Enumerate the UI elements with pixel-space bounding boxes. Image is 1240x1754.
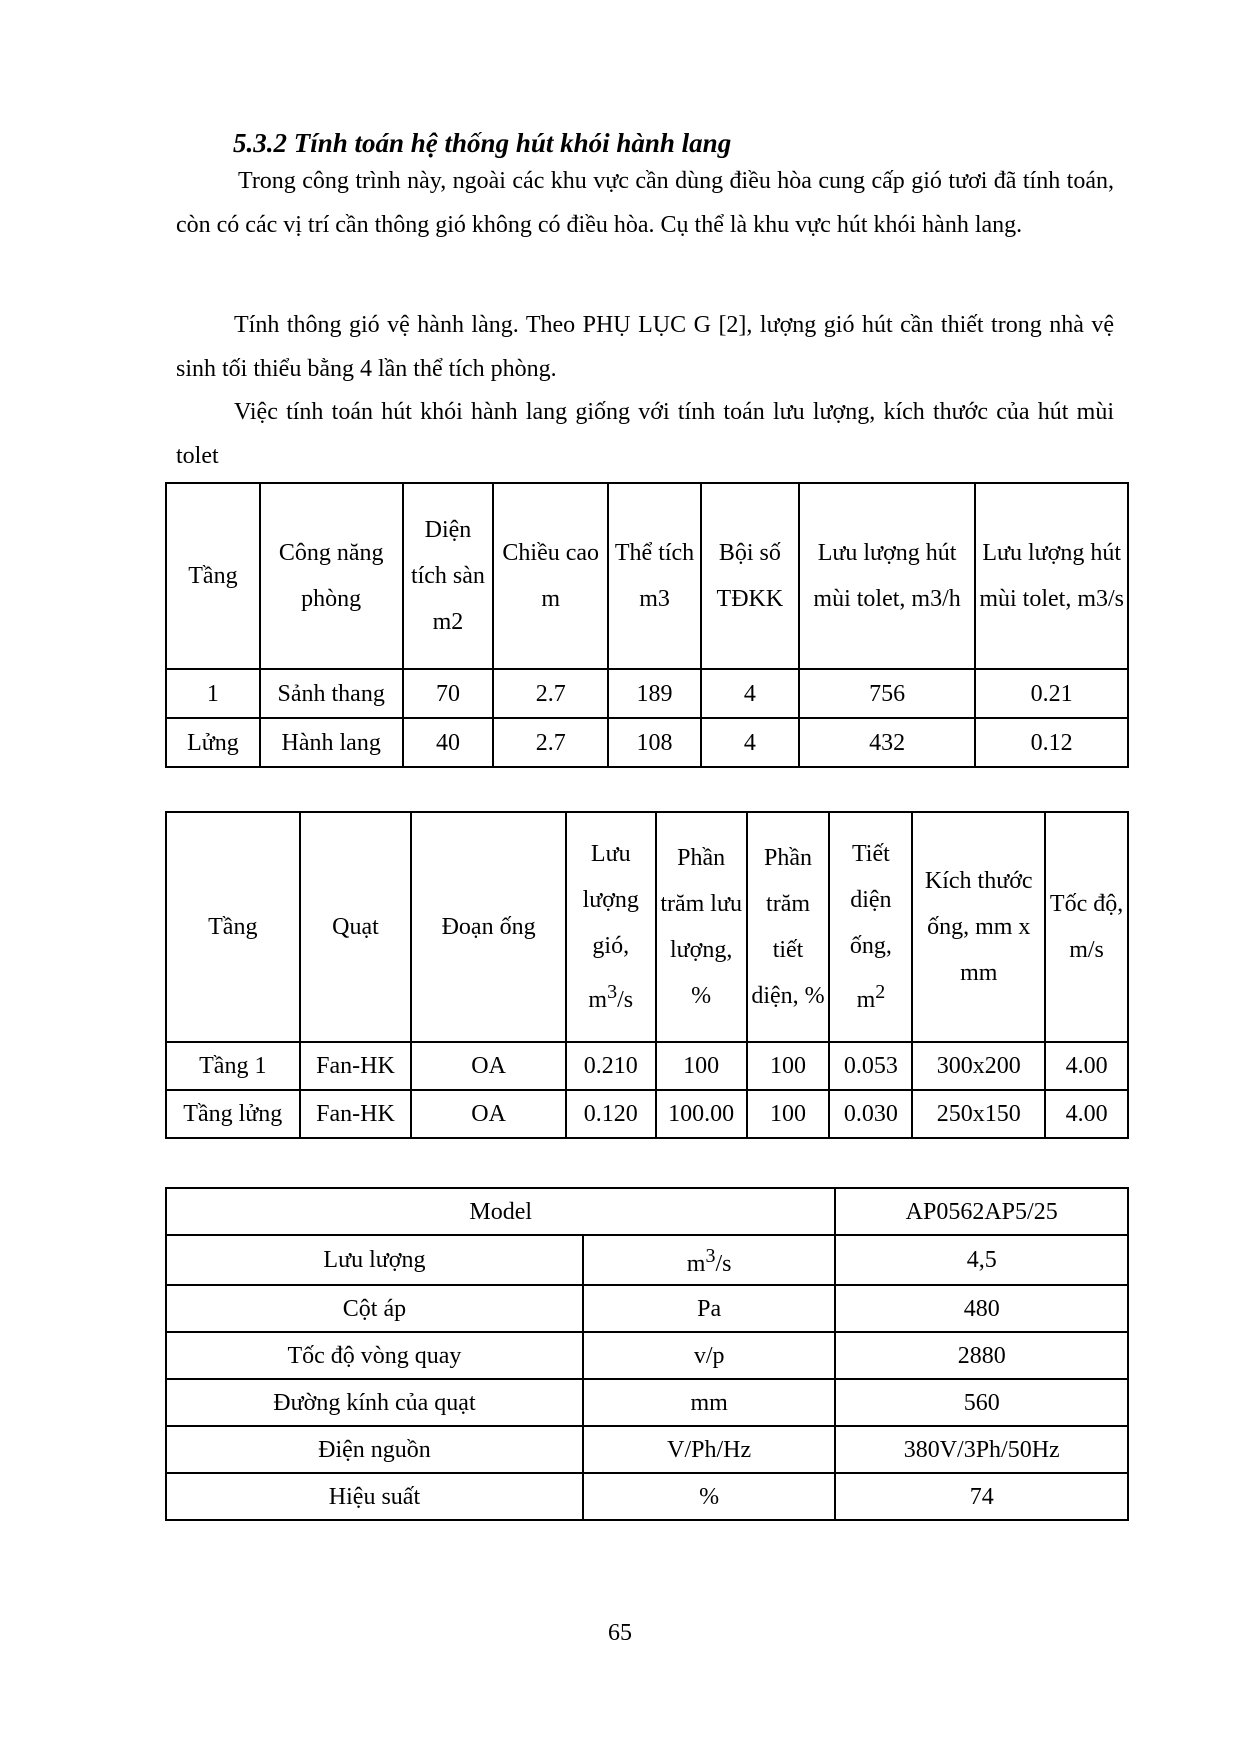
table-cell: Lửng [166, 718, 260, 767]
ventilation-table [165, 482, 1129, 768]
table-cell: Fan-HK [300, 1090, 412, 1138]
table-cell: 189 [608, 669, 701, 718]
model-value: AP0562AP5/25 [835, 1188, 1128, 1235]
table-row [166, 1426, 1128, 1473]
header-cell: Lưu lượng hút mùi tolet, m3/s [975, 483, 1128, 669]
param-cell: Đường kính của quạt [166, 1379, 583, 1426]
superscript: 3 [607, 981, 618, 1003]
table-cell: 4.00 [1045, 1042, 1128, 1090]
param-cell: Tốc độ vòng quay [166, 1332, 583, 1379]
table-cell: 108 [608, 718, 701, 767]
table-row [166, 718, 1128, 767]
header-text: Lưu lượng gió, m [582, 841, 639, 1013]
unit-cell: mm [583, 1379, 835, 1426]
table-cell: 40 [403, 718, 494, 767]
table-cell: 4.00 [1045, 1090, 1128, 1138]
table-cell: 0.210 [566, 1042, 656, 1090]
paragraph-1: Trong công trình này, ngoài các khu vực cần dùng điều hòa cung cấp gió tươi đã tính toán, còn có các vị trí cần thông gió không có điều hòa. Cụ thể là khu vực hút khói hành lang. [176, 168, 1114, 238]
table-cell: 432 [799, 718, 976, 767]
header-cell: Phần trăm lưu lượng, % [656, 812, 747, 1042]
table-cell: Sảnh thang [260, 669, 403, 718]
table-cell: 100 [747, 1090, 830, 1138]
param-cell: Hiệu suất [166, 1473, 583, 1520]
table-cell: 300x200 [912, 1042, 1045, 1090]
table-row [166, 1235, 1128, 1285]
table-cell: 2.7 [493, 669, 608, 718]
table-row [166, 1473, 1128, 1520]
unit-cell [583, 1235, 835, 1285]
unit-cell: Pa [583, 1285, 835, 1332]
table-cell: 250x150 [912, 1090, 1045, 1138]
table-cell: 1 [166, 669, 260, 718]
unit-text: m [686, 1251, 706, 1277]
header-cell: Phần trăm tiết diện, % [747, 812, 830, 1042]
header-cell: Diện tích sàn m2 [403, 483, 494, 669]
superscript: 2 [875, 981, 886, 1003]
param-cell: Điện nguồn [166, 1426, 583, 1473]
paragraph-3: Việc tính toán hút khói hành lang giống với tính toán lưu lượng, kích thước của hút mùi tolet [176, 399, 1114, 469]
table-cell: 0.030 [829, 1090, 912, 1138]
header-cell: Quạt [300, 812, 412, 1042]
header-text-tail: /s [617, 987, 634, 1013]
table-header-row [166, 483, 1128, 669]
unit-cell: % [583, 1473, 835, 1520]
value-cell: 480 [835, 1285, 1128, 1332]
table-cell: OA [411, 1090, 566, 1138]
header-cell-area [829, 812, 912, 1042]
value-cell: 560 [835, 1379, 1128, 1426]
model-label: Model [166, 1188, 835, 1235]
table-cell: 100 [656, 1042, 747, 1090]
header-cell: Công năng phòng [260, 483, 403, 669]
table-header-row [166, 812, 1128, 1042]
table-row [166, 1379, 1128, 1426]
table-row [166, 669, 1128, 718]
table-row [166, 1090, 1128, 1138]
header-cell: Tốc độ, m/s [1045, 812, 1128, 1042]
param-cell: Lưu lượng [166, 1235, 583, 1285]
header-cell: Tầng [166, 812, 300, 1042]
header-cell: Tầng [166, 483, 260, 669]
header-cell-flow [566, 812, 656, 1042]
table-cell: Fan-HK [300, 1042, 412, 1090]
unit-cell: v/p [583, 1332, 835, 1379]
table-cell: OA [411, 1042, 566, 1090]
table-row [166, 1042, 1128, 1090]
table-cell: 756 [799, 669, 976, 718]
paragraph-2: Tính thông gió vệ hành làng. Theo PHỤ LỤC G [2], lượng gió hút cần thiết trong nhà vệ sinh tối thiểu bằng 4 lần thể tích phòng. [176, 312, 1114, 382]
table-cell: Tầng lửng [166, 1090, 300, 1138]
value-cell: 380V/3Ph/50Hz [835, 1426, 1128, 1473]
page-number: 65 [608, 1620, 632, 1646]
duct-sizing-table [165, 811, 1129, 1139]
table-row [166, 1332, 1128, 1379]
table-cell: Hành lang [260, 718, 403, 767]
header-cell: Chiều cao m [493, 483, 608, 669]
superscript: 3 [705, 1245, 716, 1267]
table-cell: 4 [701, 718, 799, 767]
table-row [166, 1285, 1128, 1332]
table-cell: 4 [701, 669, 799, 718]
table-cell: Tầng 1 [166, 1042, 300, 1090]
table-cell: 0.12 [975, 718, 1128, 767]
table-cell: 100.00 [656, 1090, 747, 1138]
header-cell: Thể tích m3 [608, 483, 701, 669]
header-cell: Lưu lượng hút mùi tolet, m3/h [799, 483, 976, 669]
header-text: Tiết diện ống, m [849, 841, 892, 1013]
table-cell: 2.7 [493, 718, 608, 767]
header-cell: Đoạn ống [411, 812, 566, 1042]
header-cell: Kích thước ống, mm x mm [912, 812, 1045, 1042]
fan-spec-table [165, 1187, 1129, 1521]
unit-tail: /s [715, 1251, 732, 1277]
model-row [166, 1188, 1128, 1235]
section-heading: 5.3.2 Tính toán hệ thống hút khói hành lang [233, 128, 732, 158]
param-cell: Cột áp [166, 1285, 583, 1332]
table-cell: 70 [403, 669, 494, 718]
value-cell: 2880 [835, 1332, 1128, 1379]
table-cell: 0.053 [829, 1042, 912, 1090]
header-cell: Bội số TĐKK [701, 483, 799, 669]
value-cell: 74 [835, 1473, 1128, 1520]
table-cell: 0.120 [566, 1090, 656, 1138]
table-cell: 0.21 [975, 669, 1128, 718]
unit-cell: V/Ph/Hz [583, 1426, 835, 1473]
table-cell: 100 [747, 1042, 830, 1090]
value-cell: 4,5 [835, 1235, 1128, 1285]
